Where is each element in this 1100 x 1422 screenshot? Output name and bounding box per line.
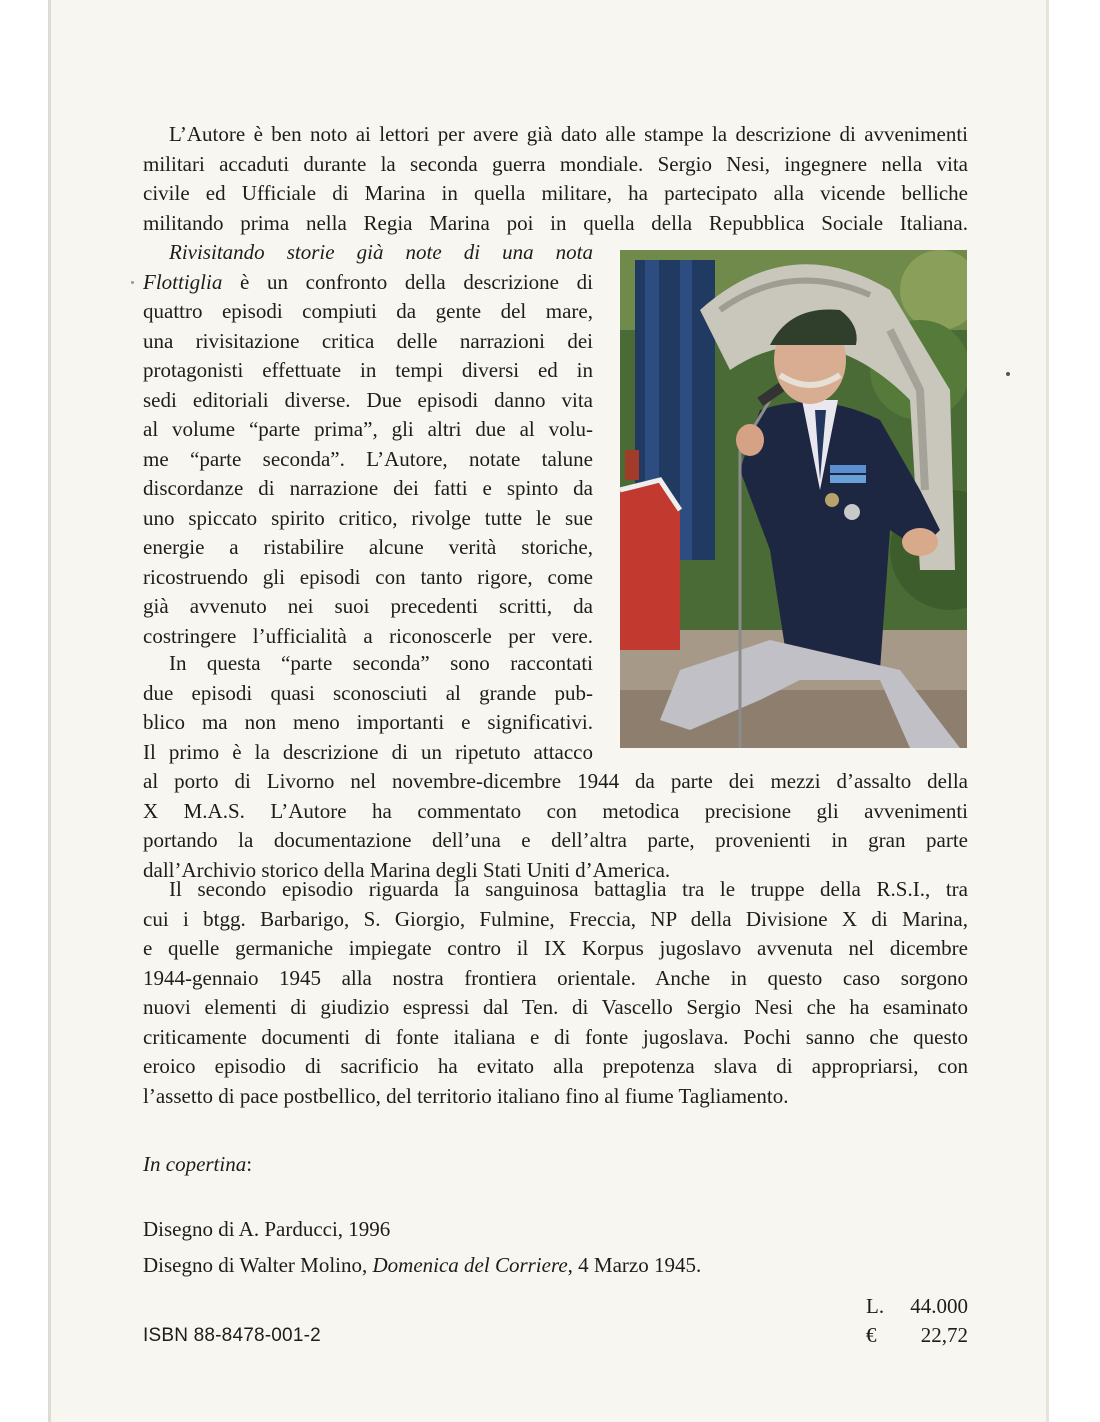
paragraph-line: l’assetto di pace postbellico, del territorio italiano fino al fiume Tagliamento. — [143, 1083, 789, 1108]
paragraph-line: blico ma non meno importanti e significativi. — [143, 710, 593, 734]
paragraph-line: Il secondo episodio riguarda la sanguinosa battaglia tra le truppe della R.S.I., tra — [169, 877, 968, 901]
paragraph-line: costringere l’ufficialità a riconoscerle per vere. — [143, 623, 593, 648]
paragraph-line: una rivisitazione critica delle narrazioni dei — [143, 328, 593, 353]
credit-line-1: Disegno di A. Parducci, 1996 — [143, 1217, 391, 1241]
paragraph-line: Il primo è la descrizione di un ripetuto attacco — [143, 739, 593, 764]
intro-paragraph — [143, 120, 968, 238]
spacer — [143, 1179, 701, 1215]
title-line-2-rest: è un confronto della descrizione di — [222, 269, 593, 294]
price-block — [866, 1292, 968, 1350]
euro-value: 22,72 — [920, 1323, 968, 1347]
paragraph-line: al volume “parte prima”, gli altri due al volu- — [143, 417, 593, 441]
paragraph-line: due episodi quasi sconosciuti al grande pub- — [143, 680, 593, 705]
credit-line-2-publication: Domenica del Corriere — [372, 1253, 568, 1277]
isbn: ISBN 88-8478-001-2 — [143, 1325, 321, 1346]
paragraph-line: ricostruendo gli episodi con tanto rigore, come — [143, 564, 593, 589]
euro-symbol: € — [866, 1323, 877, 1347]
page-edge-right — [1046, 0, 1049, 1422]
price-euro — [866, 1321, 968, 1350]
book-description-paragraph — [143, 238, 593, 651]
paragraph-line: al porto di Livorno nel novembre-dicembre 1944 da parte dei mezzi d’assalto della — [143, 769, 968, 793]
credits-heading-colon: : — [246, 1152, 253, 1176]
cover-credits — [143, 1150, 701, 1280]
paragraph-line: In questa “parte seconda” sono raccontati — [169, 651, 593, 675]
intro-line: L’Autore è ben noto ai lettori per avere già dato alle stampe la descrizione di avvenimenti — [169, 122, 968, 146]
credits-heading-row — [143, 1150, 701, 1179]
paragraph-line: criticamente documenti di fonte italiana e di fonte jugoslava. Pochi sanno che questo — [143, 1024, 968, 1049]
paragraph-line: dall’Archivio storico della Marina degli Stati Uniti d’America. — [143, 857, 671, 882]
paper-speck — [131, 281, 134, 284]
spacer — [143, 1244, 701, 1251]
paragraph-line: uno spiccato spirito critico, rivolge tutte le sue — [143, 505, 593, 530]
title-line-2 — [143, 268, 593, 298]
intro-line: civile ed Ufficiale di Marina in quella militare, ha partecipato alla vicende belliche — [143, 181, 968, 205]
paragraph-line: nuovi elementi di giudizio espressi dal Ten. di Vascello Sergio Nesi che ha esaminato — [143, 995, 968, 1019]
intro-line: militando prima nella Regia Marina poi in quella della Repubblica Sociale Italiana. — [143, 210, 968, 235]
paragraph-line: 1944-gennaio 1945 alla nostra frontiera orientale. Anche in questo caso sorgono — [143, 965, 968, 990]
lire-symbol: L. — [866, 1294, 885, 1318]
credit-line-2-b: , 4 Marzo 1945. — [567, 1253, 702, 1277]
credit-line-2 — [143, 1251, 701, 1280]
intro-line: militari accaduti durante la seconda guerra mondiale. Sergio Nesi, ingegnere nella vita — [143, 151, 968, 176]
title-line — [143, 238, 593, 268]
paragraph-line: portando la documentazione dell’una e dell’altra parte, provenienti in gran parte — [143, 828, 968, 852]
paragraph-line: energie a ristabilire alcune verità storiche, — [143, 535, 593, 559]
paragraph-line: cui i btgg. Barbarigo, S. Giorgio, Fulmine, Freccia, NP della Divisione X di Marina, — [143, 906, 968, 931]
paragraph-line: discordanze di narrazione dei fatti e spinto da — [143, 476, 593, 500]
paper-speck — [1006, 372, 1010, 376]
paragraph-line: protagonisti effettuate in tempi diversi ed in — [143, 358, 593, 382]
paragraph-line: eroico episodio di sacrificio ha evitato alla prepotenza slava di appropriarsi, con — [143, 1054, 968, 1078]
second-part-paragraph-continued — [143, 767, 968, 885]
book-title-part1: Rivisitando storie già note di una nota — [169, 240, 593, 264]
paragraph-line: e quelle germaniche impiegate contro il IX Korpus jugoslavo avvenuta nel dicembre — [143, 936, 968, 960]
lire-value: 44.000 — [910, 1294, 968, 1318]
credits-heading: In copertina — [143, 1152, 247, 1176]
price-lire — [866, 1292, 968, 1321]
credit-line-2-a: Disegno di Walter Molino, — [143, 1253, 373, 1277]
paragraph-line: X M.A.S. L’Autore ha commentato con metodica precisione gli avvenimenti — [143, 798, 968, 823]
paragraph-line: quattro episodi compiuti da gente del mare, — [143, 299, 593, 323]
paragraph-line: già avvenuto nei suoi precedenti scritti, da — [143, 594, 593, 618]
second-episode-paragraph — [143, 875, 968, 1111]
second-part-paragraph — [143, 649, 593, 767]
paragraph-line: me “parte seconda”. L’Autore, notate talune — [143, 446, 593, 471]
book-title-part2: Flottiglia — [143, 269, 223, 294]
author-photo — [620, 250, 967, 748]
paragraph-line: sedi editoriali diverse. Due episodi danno vita — [143, 387, 593, 412]
